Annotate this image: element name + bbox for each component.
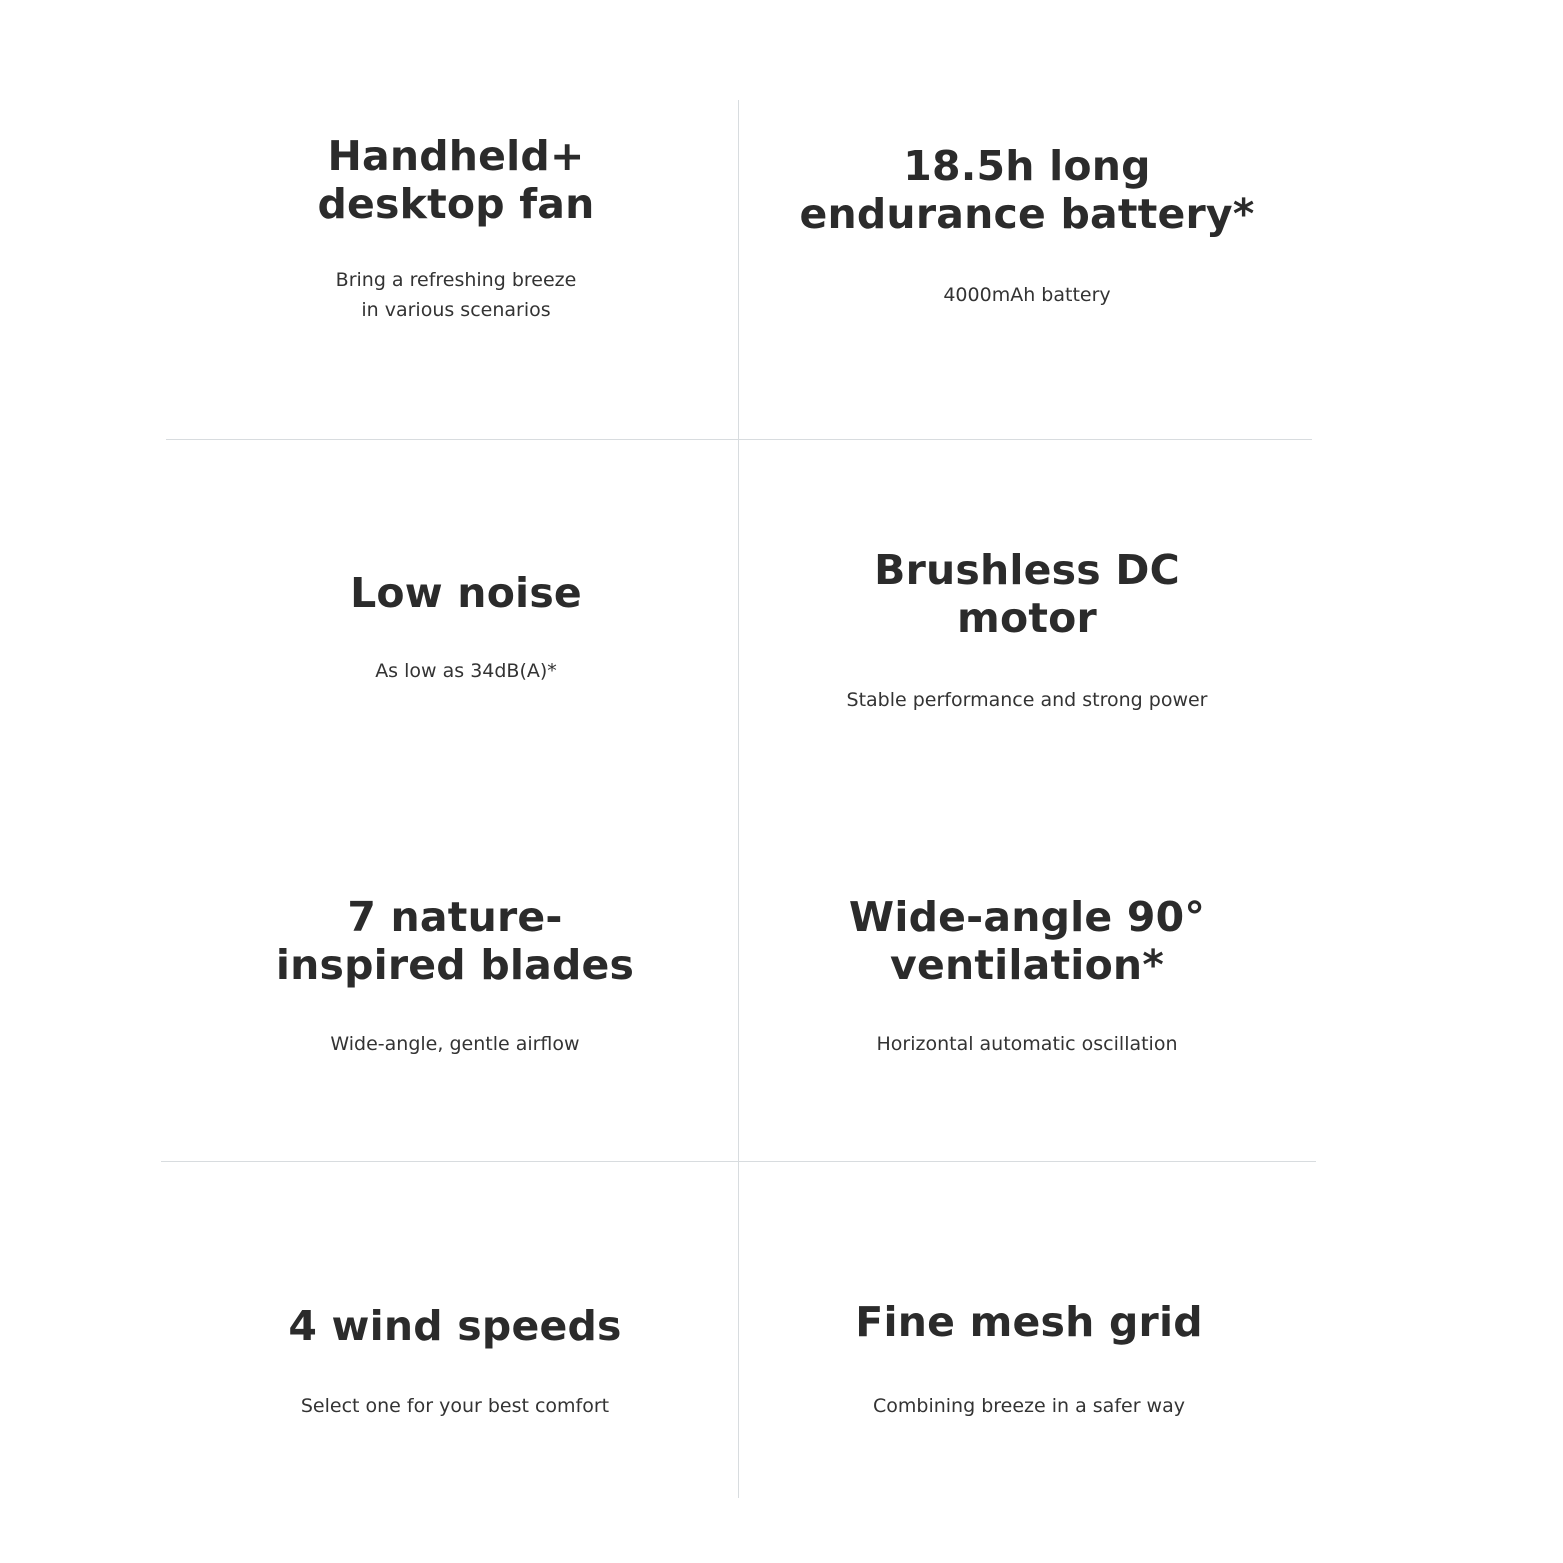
feature-subtitle: Combining breeze in a safer way xyxy=(873,1395,1185,1417)
feature-title: Brushless DC motor xyxy=(874,546,1180,642)
feature-subtitle: As low as 34dB(A)* xyxy=(375,660,557,682)
grid-vertical-divider xyxy=(738,100,739,1498)
feature-battery xyxy=(787,142,1267,310)
feature-title: Handheld+ desktop fan xyxy=(317,132,595,228)
feature-title: Wide-angle 90° ventilation* xyxy=(848,893,1206,989)
feature-title: 4 wind speeds xyxy=(288,1302,622,1350)
feature-handheld-desktop-fan xyxy=(256,132,656,325)
grid-horizontal-divider-1 xyxy=(166,439,1312,440)
feature-subtitle: Stable performance and strong power xyxy=(846,689,1208,711)
feature-subtitle: Horizontal automatic oscillation xyxy=(876,1033,1178,1055)
feature-subtitle: 4000mAh battery xyxy=(943,284,1111,306)
feature-title: Low noise xyxy=(350,569,582,617)
feature-subtitle: Select one for your best comfort xyxy=(300,1395,610,1417)
feature-low-noise xyxy=(276,569,656,686)
feature-mesh-grid xyxy=(829,1298,1229,1421)
feature-title: 18.5h long endurance battery* xyxy=(799,142,1255,238)
feature-title: 7 nature- inspired blades xyxy=(275,893,635,989)
feature-blades xyxy=(255,893,655,1059)
grid-horizontal-divider-2 xyxy=(161,1161,1316,1162)
feature-subtitle: Bring a refreshing breeze in various scenarios xyxy=(335,269,577,321)
feature-brushless-motor xyxy=(807,546,1247,715)
feature-wind-speeds xyxy=(255,1302,655,1421)
feature-subtitle: Wide-angle, gentle airflow xyxy=(330,1033,580,1055)
feature-ventilation xyxy=(812,893,1242,1059)
feature-title: Fine mesh grid xyxy=(855,1298,1203,1346)
